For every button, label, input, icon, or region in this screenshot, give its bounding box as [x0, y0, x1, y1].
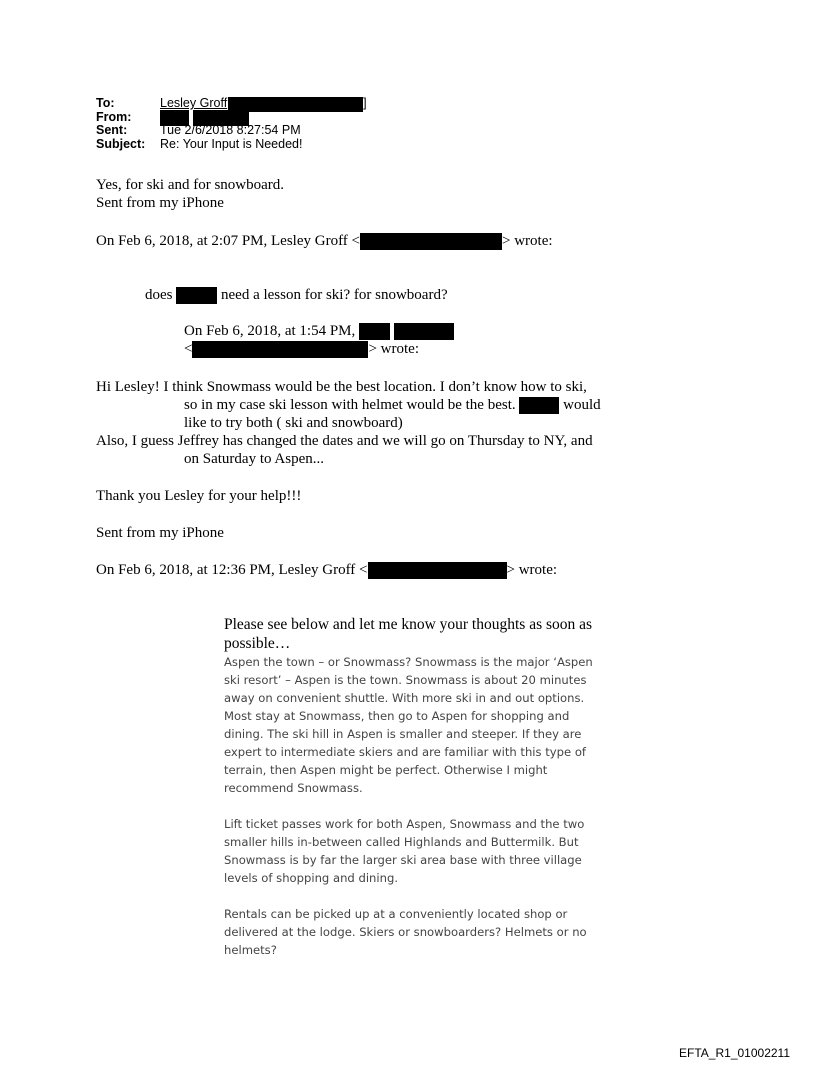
- redaction-block: [394, 323, 454, 340]
- attribution-line-2: [184, 340, 419, 359]
- quoted-paragraph: Aspen the town – or Snowmass? Snowmass is the major ‘Aspen ski resort’ – Aspen is the town. Snowmass is about 20 minutes away on convenient shuttle. With more ski in and out options. Most stay at Snowmass, then go to Aspen for shopping and dining. The ski hill in Aspen is smaller and steeper. If they are expert to intermediate skiers and are familiar with this type of terrain, then Aspen might be perfect. Otherwise I might recommend Snowmass.: [224, 655, 593, 795]
- message-prefix: does: [145, 287, 173, 303]
- to-suffix: ]: [363, 96, 367, 110]
- redaction-block: [368, 562, 507, 579]
- message-line: [184, 396, 601, 414]
- sent-from-line: Sent from my iPhone: [96, 525, 224, 541]
- sent-label: Sent:: [96, 123, 128, 137]
- subject-value: Re: Your Input is Needed!: [160, 136, 303, 151]
- attribution-suffix: > wrote:: [506, 562, 558, 578]
- message-line: Also, I guess Jeffrey has changed the dates and we will go on Thursday to NY, and: [96, 433, 593, 449]
- quoted-paragraph: Lift ticket passes work for both Aspen, Snowmass and the two smaller hills in-between called Highlands and Buttermilk. But Snowmass is by far the larger ski area base with three village levels of shopping and dining.: [224, 817, 585, 885]
- thanks-line: Thank you Lesley for your help!!!: [96, 488, 302, 504]
- sent-row: [96, 124, 367, 138]
- attribution-suffix: > wrote:: [502, 233, 553, 249]
- subject-row: [96, 138, 367, 152]
- to-row: [96, 97, 367, 111]
- message-line: on Saturday to Aspen...: [184, 451, 324, 467]
- attribution-prefix: On Feb 6, 2018, at 1:54 PM,: [184, 323, 356, 339]
- email-header: [96, 97, 367, 151]
- message-line: Hi Lesley! I think Snowmass would be the best location. I don’t know how to ski,: [96, 379, 587, 395]
- to-value: Lesley Groff: [160, 96, 228, 110]
- message-line: [145, 286, 448, 305]
- message-suffix: would: [563, 397, 601, 413]
- reply-line: Yes, for ski and for snowboard.: [96, 177, 285, 193]
- attribution-line: [184, 322, 454, 341]
- redaction-block: [519, 397, 559, 414]
- attribution-prefix: <: [184, 341, 193, 357]
- attribution-suffix: > wrote:: [368, 341, 419, 357]
- redaction-block: [192, 341, 368, 358]
- attribution-line: [96, 232, 553, 251]
- message-prefix: so in my case ski lesson with helmet would be the best.: [184, 397, 516, 413]
- quoted-body: [224, 653, 604, 977]
- from-row: [96, 111, 367, 125]
- quoted-paragraph: Rentals can be picked up at a conveniently located shop or delivered at the lodge. Skiers or snowboarders? Helmets or no helmets?: [224, 907, 587, 957]
- reply-sent-from: Sent from my iPhone: [96, 195, 224, 211]
- attribution-prefix: On Feb 6, 2018, at 2:07 PM, Lesley Groff <: [96, 233, 360, 249]
- subject-label: Subject:: [96, 136, 146, 151]
- quoted-heading: Please see below and let me know your thoughts as soon as possible…: [224, 616, 593, 652]
- attribution-line: [96, 561, 557, 580]
- message-line: like to try both ( ski and snowboard): [184, 415, 403, 431]
- redaction-block: [359, 323, 390, 340]
- from-label: From:: [96, 109, 132, 124]
- to-label: To:: [96, 96, 115, 110]
- message-suffix: need a lesson for ski? for snowboard?: [221, 287, 448, 303]
- redaction-block: [360, 233, 502, 250]
- sent-value: Tue 2/6/2018 8:27:54 PM: [160, 123, 301, 137]
- document-id: EFTA_R1_01002211: [679, 1046, 790, 1060]
- redaction-block: [176, 287, 217, 304]
- attribution-prefix: On Feb 6, 2018, at 12:36 PM, Lesley Groff <: [96, 562, 368, 578]
